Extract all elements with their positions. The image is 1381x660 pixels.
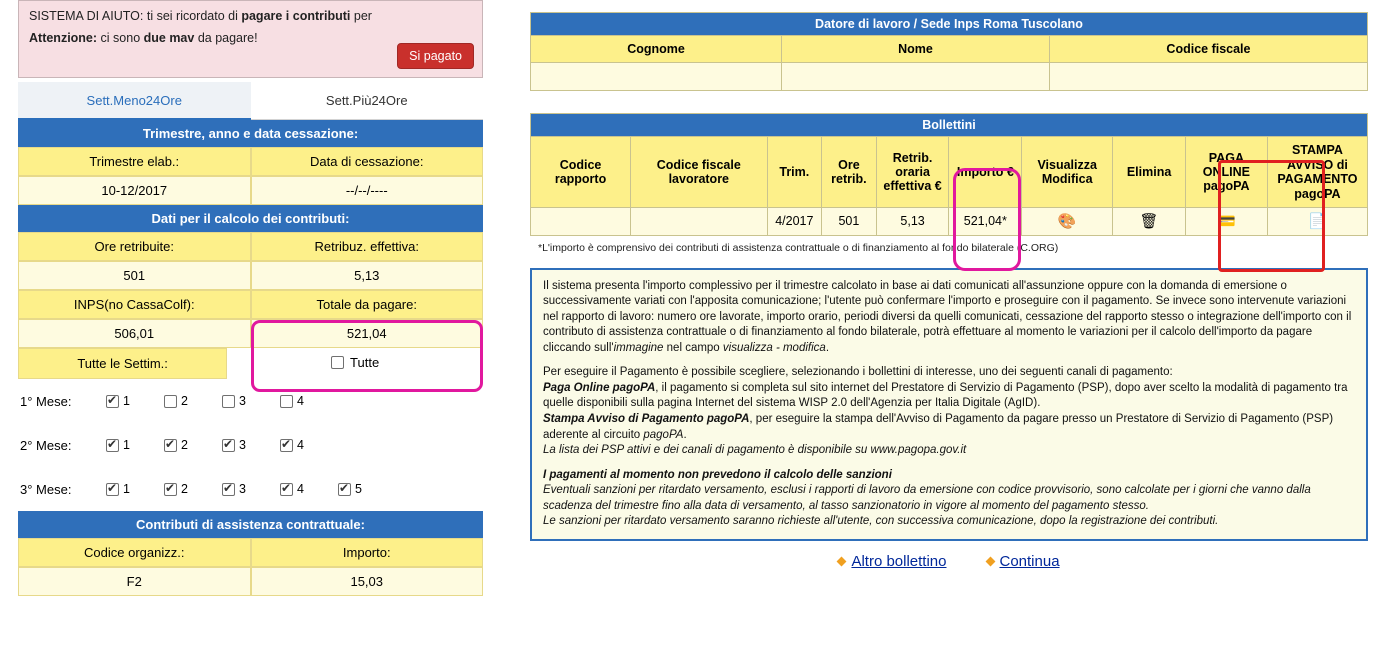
mese3-week2-label: 2 xyxy=(181,482,188,496)
header-visualizza-modifica: Visualizza Modifica xyxy=(1022,137,1113,208)
alert-text-prefix: SISTEMA DI AIUTO: ti sei ricordato di xyxy=(29,9,242,23)
header-elimina: Elimina xyxy=(1113,137,1186,208)
mese1-week1[interactable] xyxy=(106,394,164,408)
left-panel xyxy=(18,0,483,596)
trimestre-elab-label: Trimestre elab.: xyxy=(18,147,251,176)
mese1-week2[interactable] xyxy=(164,394,222,408)
bollettini-title-row xyxy=(531,114,1368,137)
header-codice-fiscale-lavoratore: Codice fiscale lavoratore xyxy=(631,137,767,208)
bottom-links xyxy=(530,553,1368,570)
info-psp-list-line: La lista dei PSP attivi e dei canali di pagamento è disponibile su www.pagopa.gov.it xyxy=(543,444,967,457)
elimina-button[interactable] xyxy=(1113,207,1186,235)
mese-3-label: 3° Mese: xyxy=(20,481,72,497)
datore-cognome-header: Cognome xyxy=(531,36,782,63)
info-stampa-avviso-text: , per eseguire la stampa dell'Avviso di Pagamento da pagare presso un Prestatore di Servizio di Pagamento (PSP) aderente al circuito xyxy=(543,413,1334,441)
tutte-checkbox-label: Tutte xyxy=(350,355,380,370)
info-p1-end: . xyxy=(825,341,830,354)
tab-sett-piu24ore[interactable]: Sett.Più24Ore xyxy=(251,82,484,120)
alert-attention-label: Attenzione: xyxy=(29,31,98,45)
diamond-bullet-icon-2 xyxy=(985,556,995,566)
mese-2-label: 2° Mese: xyxy=(20,437,72,453)
info-sanzioni-title: I pagamenti al momento non prevedono il calcolo delle sanzioni xyxy=(543,468,892,481)
data-cessazione-value: --/--/---- xyxy=(251,176,484,205)
tutte-le-settimane-label: Tutte le Settim.: xyxy=(18,348,227,379)
info-pagopa-word: pagoPA xyxy=(643,428,684,441)
datore-cognome-value xyxy=(531,63,782,91)
settimane-left-col xyxy=(18,348,227,379)
diamond-bullet-icon xyxy=(837,556,847,566)
contributi-labels-row xyxy=(18,538,483,567)
cell-codice-rapporto xyxy=(531,207,631,235)
alert-mav-count: due mav xyxy=(143,31,195,45)
mese1-week1-checkbox[interactable] xyxy=(106,395,119,408)
info-paga-online-title: Paga Online pagoPA xyxy=(543,381,656,394)
cell-ore: 501 xyxy=(822,207,877,235)
dati-labels-row xyxy=(18,232,483,261)
palette-icon[interactable]: 🎨 xyxy=(1057,212,1077,230)
cell-retrib: 5,13 xyxy=(876,207,949,235)
importo-footnote: *L'importo è comprensivo dei contributi di assistenza contrattuale o di finanziamento al fondo bilaterale (C.ORG) xyxy=(538,241,1059,254)
mese2-week2-checkbox[interactable] xyxy=(164,439,177,452)
datore-title: Datore di lavoro / Sede Inps Roma Tuscolano xyxy=(531,13,1368,36)
info-p1-mid: nel campo xyxy=(663,341,723,354)
totale-da-pagare-value: 521,04 xyxy=(251,319,484,348)
cell-importo: 521,04* xyxy=(949,207,1022,235)
codice-organizz-value: F2 xyxy=(18,567,251,596)
mese1-week3-checkbox[interactable] xyxy=(222,395,235,408)
importo-contributi-value: 15,03 xyxy=(251,567,484,596)
mese2-week4-label: 4 xyxy=(297,438,304,452)
info-stampa-avviso-text-end: . xyxy=(683,428,687,441)
mese2-week2[interactable] xyxy=(164,438,222,452)
header-stampa-avviso: STAMPA AVVISO di PAGAMENTO pagoPA xyxy=(1267,137,1367,208)
mese-row-3 xyxy=(18,467,483,511)
mese1-week1-label: 1 xyxy=(123,394,130,408)
datore-codice-fiscale-header: Codice fiscale xyxy=(1049,36,1367,63)
tutte-checkbox-row[interactable] xyxy=(227,348,483,377)
inps-label: INPS(no CassaColf): xyxy=(18,290,251,319)
ore-retribuite-value: 501 xyxy=(18,261,251,290)
mese3-week3[interactable] xyxy=(222,482,280,496)
ore-retribuite-label: Ore retribuite: xyxy=(18,232,251,261)
info-paga-online-text: , il pagamento si completa sul sito internet del Prestatore di Servizio di Pagamento (PSP), dopo aver scelto la modalità di pagamento tra quelle disponibili sulla pagina Internet del sistema WISP 2.0 dell'Agenzia per Italia Digitale (AgID). xyxy=(543,381,1348,410)
mese3-week5-checkbox[interactable] xyxy=(338,483,351,496)
header-trim: Trim. xyxy=(767,137,822,208)
table-row xyxy=(531,207,1368,235)
altro-bollettino-link-wrap[interactable] xyxy=(838,553,946,570)
retribuzione-effettiva-label: Retribuz. effettiva: xyxy=(251,232,484,261)
trimestre-values-row xyxy=(18,176,483,205)
mese3-week5-label: 5 xyxy=(355,482,362,496)
contributi-values-row xyxy=(18,567,483,596)
header-paga-online: PAGA ONLINE pagoPA xyxy=(1185,137,1267,208)
mese2-week1[interactable] xyxy=(106,438,164,452)
totale-da-pagare-label: Totale da pagare: xyxy=(251,290,484,319)
continua-link-wrap[interactable] xyxy=(987,553,1060,570)
mese1-week2-checkbox[interactable] xyxy=(164,395,177,408)
datore-title-row xyxy=(531,13,1368,36)
header-codice-rapporto: Codice rapporto xyxy=(531,137,631,208)
week-type-tabs xyxy=(18,82,483,120)
mese3-week2[interactable] xyxy=(164,482,222,496)
card-icon[interactable]: 💳 xyxy=(1217,212,1236,230)
trimestre-labels-row xyxy=(18,147,483,176)
trimestre-elab-value: 10-12/2017 xyxy=(18,176,251,205)
mese3-week1-label: 1 xyxy=(123,482,130,496)
mese3-week1-checkbox[interactable] xyxy=(106,483,119,496)
bollettini-title: Bollettini xyxy=(531,114,1368,137)
alert-text-bold: pagare i contributi xyxy=(241,9,351,23)
trimestre-section-header: Trimestre, anno e data cessazione: xyxy=(18,120,483,147)
importo-contributi-label: Importo: xyxy=(251,538,484,567)
mese2-week1-checkbox[interactable] xyxy=(106,439,119,452)
info-panel xyxy=(530,268,1368,541)
info-p1-visualizza-modifica: visualizza - modifica xyxy=(722,341,826,354)
trash-icon[interactable]: 🗑 xyxy=(1139,212,1159,230)
contributi-assistenza-header: Contributi di assistenza contrattuale: xyxy=(18,511,483,538)
datore-header-row xyxy=(531,36,1368,63)
datore-lavoro-table xyxy=(530,12,1368,91)
mese3-week5[interactable] xyxy=(338,482,396,496)
mese2-week4[interactable] xyxy=(280,438,338,452)
dati-values-row xyxy=(18,261,483,290)
info-p1-immagine: immagine xyxy=(613,341,664,354)
si-pagato-button[interactable]: Si pagato xyxy=(397,43,474,69)
info-p2-intro: Per eseguire il Pagamento è possibile scegliere, selezionando i bollettini di interesse, uno dei seguenti canali di pagamento: xyxy=(543,366,1173,379)
mese-1-label: 1° Mese: xyxy=(20,393,72,409)
mese2-week2-label: 2 xyxy=(181,438,188,452)
mese2-week3-label: 3 xyxy=(239,438,246,452)
header-retrib-oraria: Retrib. oraria effettiva € xyxy=(876,137,949,208)
datore-nome-value xyxy=(782,63,1050,91)
info-p1-text: Il sistema presenta l'importo complessivo per il trimestre calcolato in base ai dati comunicati all'assunzione oppure con la domanda di emersione o successivamente variati con l'apposita comunicazione; l'utente può confermare l'importo e proseguire con il pagamento. Se invece sono intervenute variazioni nel rapporto di lavoro: numero ore lavorate, importo orario, periodi diversi da quelli comunicati, cessazione del rapporto stesso o integrazione dell'importo con il contributo di assistenza contrattuale o di finanziamento al fondo bilaterale, potrà effettuare al momento le variazioni per il calcolo dell'importo da pagare cliccando sull' xyxy=(543,279,1352,354)
mese3-week4[interactable] xyxy=(280,482,338,496)
altro-bollettino-link[interactable]: Altro bollettino xyxy=(851,552,947,570)
bollettini-header-row xyxy=(531,137,1368,208)
mese-1-weeks xyxy=(106,394,483,408)
mese-row-1 xyxy=(18,379,483,423)
mese-row-2 xyxy=(18,423,483,467)
mese1-week3[interactable] xyxy=(222,394,280,408)
alert-mid-text: ci sono xyxy=(97,31,144,45)
mese1-week4-label: 4 xyxy=(297,394,304,408)
retribuzione-effettiva-value: 5,13 xyxy=(251,261,484,290)
header-importo: Importo € xyxy=(949,137,1022,208)
mese3-week3-label: 3 xyxy=(239,482,246,496)
mese2-week1-label: 1 xyxy=(123,438,130,452)
alert-line-1 xyxy=(29,9,472,23)
cell-trim: 4/2017 xyxy=(767,207,822,235)
mese3-week2-checkbox[interactable] xyxy=(164,483,177,496)
mese2-week3[interactable] xyxy=(222,438,280,452)
alert-text-suffix: per xyxy=(350,9,372,23)
mese1-week4-checkbox[interactable] xyxy=(280,395,293,408)
dati-calcolo-header: Dati per il calcolo dei contributi: xyxy=(18,205,483,232)
datore-codice-fiscale-value xyxy=(1049,63,1367,91)
right-panel xyxy=(530,12,1368,570)
datore-data-row xyxy=(531,63,1368,91)
tutte-checkbox[interactable] xyxy=(331,356,344,369)
pdf-icon[interactable]: 📄 xyxy=(1308,212,1327,230)
info-paragraph-3 xyxy=(543,468,1355,530)
mese3-week4-label: 4 xyxy=(297,482,304,496)
inps-values-row xyxy=(18,319,483,348)
mese3-week1[interactable] xyxy=(106,482,164,496)
inps-labels-row xyxy=(18,290,483,319)
mese-3-weeks xyxy=(106,482,483,496)
mese2-week3-checkbox[interactable] xyxy=(222,439,235,452)
mese1-week4[interactable] xyxy=(280,394,338,408)
info-paragraph-2 xyxy=(543,365,1355,458)
tab-sett-meno24ore[interactable]: Sett.Meno24Ore xyxy=(18,82,251,120)
mese-2-weeks xyxy=(106,438,483,452)
inps-value: 506,01 xyxy=(18,319,251,348)
data-cessazione-label: Data di cessazione: xyxy=(251,147,484,176)
help-alert xyxy=(18,0,483,78)
mese3-week4-checkbox[interactable] xyxy=(280,483,293,496)
codice-organizz-label: Codice organizz.: xyxy=(18,538,251,567)
info-sanzioni-note: Le sanzioni per ritardato versamento saranno richieste all'utente, con successiva comunicazione, dopo la registrazione dei contributi. xyxy=(543,515,1219,528)
mese1-week2-label: 2 xyxy=(181,394,188,408)
continua-link[interactable]: Continua xyxy=(999,552,1060,570)
header-ore-retrib: Ore retrib. xyxy=(822,137,877,208)
mese3-week3-checkbox[interactable] xyxy=(222,483,235,496)
mese2-week4-checkbox[interactable] xyxy=(280,439,293,452)
visualizza-modifica-button[interactable] xyxy=(1022,207,1113,235)
mese1-week3-label: 3 xyxy=(239,394,246,408)
alert-end-text: da pagare! xyxy=(194,31,258,45)
info-stampa-avviso-title: Stampa Avviso di Pagamento pagoPA xyxy=(543,413,750,425)
cell-codice-fiscale xyxy=(631,207,767,235)
datore-nome-header: Nome xyxy=(782,36,1050,63)
info-sanzioni-text: Eventuali sanzioni per ritardato versamento, esclusi i rapporti di lavoro da emersione con codice provvisorio, sono calcolate per i giorni che vanno dalla scadenza del trimestre fino alla data di versamento, al tasso sanzionatorio in vigore al momento del pagamento stesso. xyxy=(543,484,1311,512)
settimane-selector xyxy=(18,348,483,379)
bollettini-table xyxy=(530,113,1368,236)
info-paragraph-1 xyxy=(543,279,1355,357)
settimane-right-col xyxy=(227,348,483,379)
paga-online-button[interactable] xyxy=(1185,207,1267,235)
stampa-avviso-button[interactable] xyxy=(1267,207,1367,235)
